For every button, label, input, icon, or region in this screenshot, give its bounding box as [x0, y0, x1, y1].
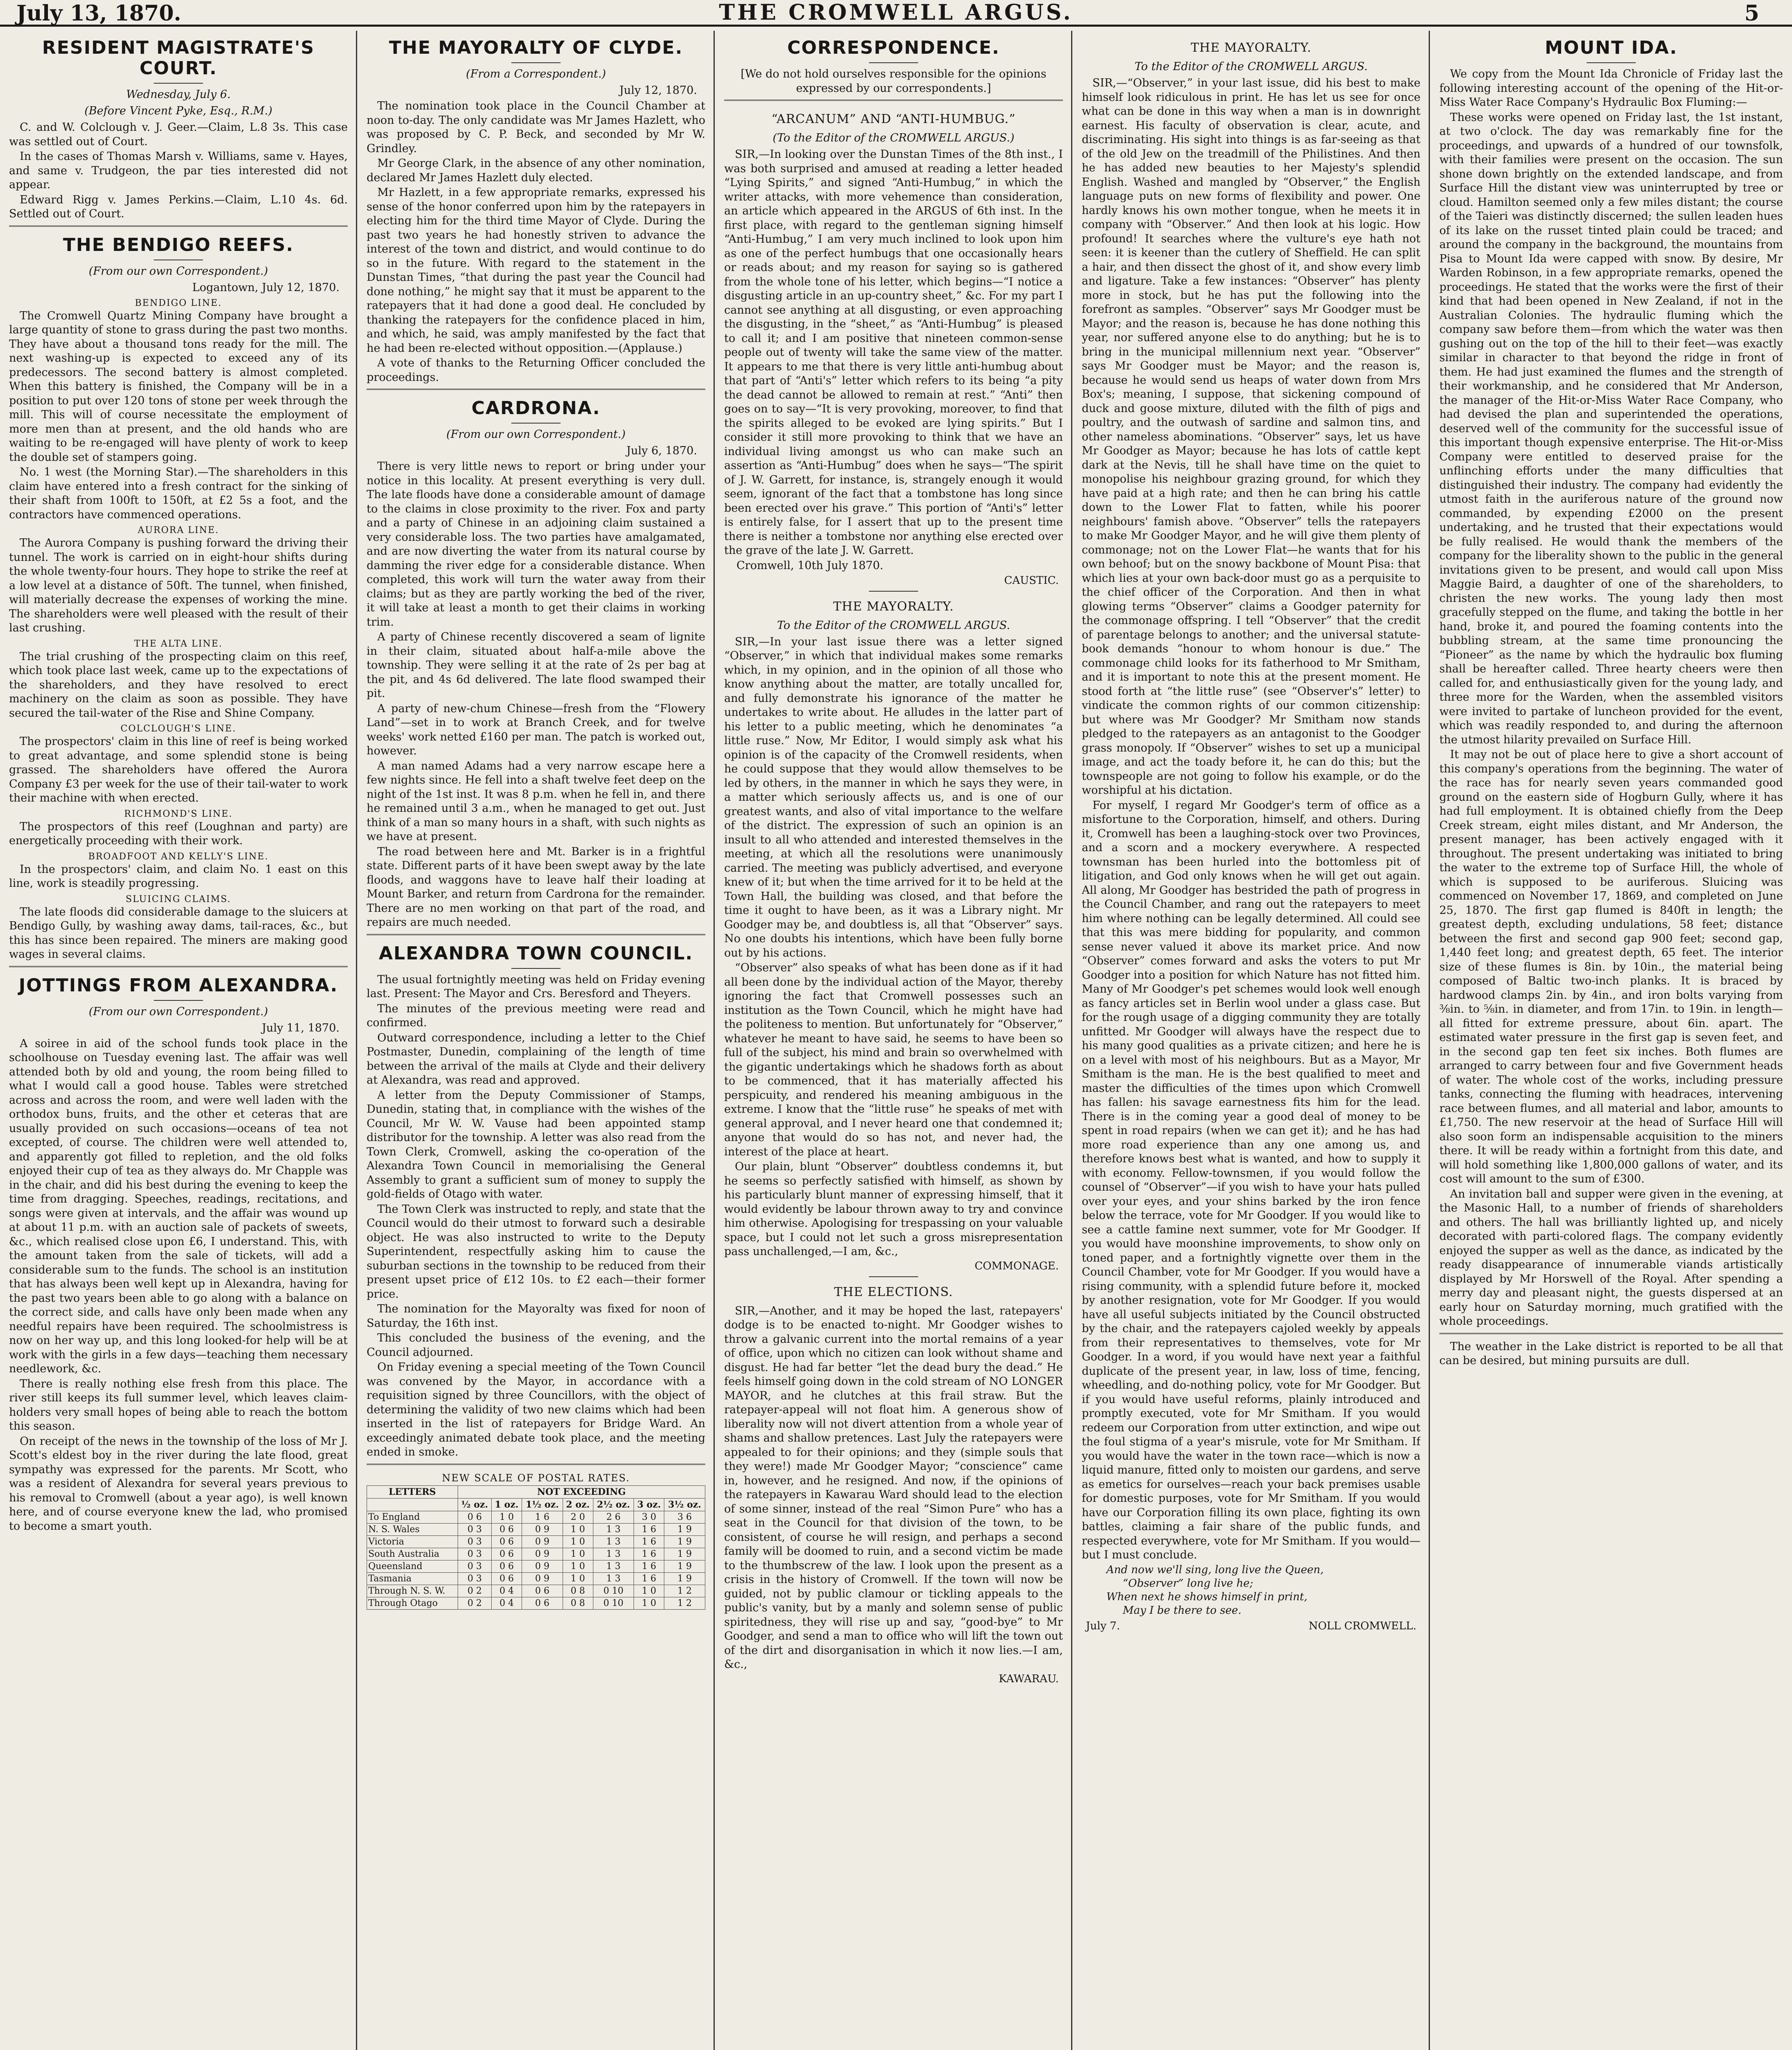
postal-rate: 0 3 — [458, 1560, 491, 1572]
verse-line: “Observer” long live he; — [1123, 1577, 1253, 1590]
paragraph: “Observer” also speaks of what has been done as if it had all been done by the individual action of the Mayor, thereby ignoring the fact that Cromwell possesses such an institution as the Town Council, which he might have had the politeness to mention. But unfortunately for “Observer,” whatever he meant to have said, he seems to have been so full of the subject, his mind and brain so overwhelmed with the gigantic undertakings which he shadows forth as about to be commenced, that it has materially affected his perspicuity, and rendered his meaning ambiguous in the extreme. I know that the “little ruse” he speaks of met with general approval, and I never heard one that condemned it; anyone that would do so has not, and never had, the interest of the place at heart. — [724, 961, 1063, 1158]
paragraph: It may not be out of place here to give a short account of this company's operations from the beginning. The water of the race has for nearly seven years commanded good ground on the eastern side of Hogburn Gully, where it has had full employment. It is obtained chiefly from the Deep Creek stream, eight miles distant, and Mr Anderson, the present manager, has been actively engaged with it throughout. The present undertaking was initiated to bring the water to the extreme top of Surface Hill, the whole of which is supposed to be auriferous. Sluicing was commenced on November 17, 1869, and completed on June 25, 1870. The first gap flumed is 840ft in length; the greatest depth, excluding undulations, 58 feet; distance between the first and second gap 900 feet; second gap, 1,440 feet long; and greatest depth, 65 feet. The interior size of these flumes is 8in. by 10in., the material being composed of Baltic two-inch planks. It is braced by hardwood clamps 2in. by 4in., and iron bolts varying from ⅜in. to ⅝in. in diameter, and from 17in. to 19in. in length—all fitted for extreme pressure, about 6in. apart. The estimated water pressure in the first gap is seven feet, and in the second gap ten feet six inches. Both flumes are arranged to carry between four and five Government heads of water. The whole cost of the works, including pressure tanks, connecting the fluming with headraces, intervening race between flumes, and all material and labor, amounts to £1,750. The new reservoir at the head of Surface Hill will also soon form an indispensable acquisition to the miners there. It will be ready within a fortnight from this date, and will hold something like 1,800,000 gallons of water, and its cost will amount to the sum of £300. — [1439, 748, 1783, 1185]
paragraph: The prospectors of this reef (Loughnan and party) are energetically proceeding with their work. — [9, 820, 348, 847]
divider — [9, 966, 348, 970]
separator — [154, 1000, 203, 1001]
paragraph: An invitation ball and supper were given in the evening, at the Masonic Hall, to a number of friends of shareholders and others. The hall was brilliantly lighted up, and nicely decorated with parti-colored flags. The company evidently enjoyed the supper as well as the dance, as indicated by the ready disappearance of innumerable viands artistically displayed by Mr Horswell of the Royal. After spending a merry day and pleasant night, the guests dispersed at an early hour on Saturday morning, much gratified with the whole proceedings. — [1439, 1187, 1783, 1328]
postal-rates-table — [367, 1485, 705, 1610]
postal-rate: 1 9 — [664, 1523, 705, 1535]
postal-rate: 0 9 — [522, 1523, 563, 1535]
postal-destination: Queensland — [367, 1560, 458, 1572]
correspondence-heading: CORRESPONDENCE. — [787, 37, 1000, 58]
postal-rate: 0 3 — [458, 1548, 491, 1560]
postal-destination: N. S. Wales — [367, 1523, 458, 1535]
editorial-disclaimer: [We do not hold ourselves responsible for the opinions expressed by our correspondents.] — [741, 68, 1046, 95]
subheading: BENDIGO LINE. — [135, 298, 222, 308]
paragraph: The nomination for the Mayoralty was fixed for noon of Saturday, the 16th inst. — [367, 1303, 705, 1330]
paragraph: A soiree in aid of the school funds took place in the schoolhouse on Tuesday evening last. The affair was well attended both by old and young, the room being filled to what I would call a good house. Tables were stretched across and across the room, and were well laden with the orthodox buns, fruits, and the other et ceteras that are usually provided on such occasions—oceans of tea not excepted, of course. The children were well attended to, and apparently got filled to repletion, and the old folks enjoyed their cup of tea as they always do. Mr Chapple was in the chair, and did his best during the evening to keep the time from dragging. Speeches, readings, recitations, and songs were given at intervals, and the affair was wound up at about 11 p.m. with an auction sale of packets of sweets, &c., which realised close upon £6, I understand. This, with the amount taken from the sale of tickets, will add a considerable sum to the funds. The school is an institution that has always been well kept up in Alexandra, having for the past two years been able to go along with a balance on the correct side, and calls have only been made when any needful repairs have been required. The schoolmistress is now on her way up, and this long looked-for help will be at work with the girls in a few days—teaching them necessary needlework, &c. — [9, 1037, 348, 1375]
postal-destination: To England — [367, 1511, 458, 1523]
paragraph: In the prospectors' claim, and claim No. 1 east on this line, work is steadily progressing. — [9, 863, 348, 890]
postal-rate: 1 9 — [664, 1548, 705, 1560]
postal-row — [367, 1535, 705, 1548]
postal-rate: 0 10 — [593, 1585, 634, 1597]
mayoralty-heading: THE MAYORALTY. — [1190, 41, 1312, 55]
column-2 — [367, 33, 705, 2050]
postal-weight-header: 2½ oz. — [593, 1498, 634, 1511]
dateline: Logantown, July 12, 1870. — [192, 281, 340, 294]
verse — [1082, 1563, 1420, 1617]
postal-rate: 0 9 — [522, 1535, 563, 1548]
dateline: July 6, 1870. — [626, 444, 697, 457]
letter-address: To the Editor of the CROMWELL ARGUS. — [1134, 60, 1368, 73]
postal-rate: 1 6 — [634, 1560, 664, 1572]
postal-rate: 1 6 — [634, 1535, 664, 1548]
postal-rate: 0 9 — [522, 1572, 563, 1585]
postal-rate: 1 9 — [664, 1535, 705, 1548]
postal-rate: 1 6 — [634, 1548, 664, 1560]
letter-address: (To the Editor of the CROMWELL ARGUS.) — [773, 132, 1015, 144]
byline: (From a Correspondent.) — [466, 68, 606, 80]
masthead — [0, 0, 1792, 27]
letter-footer — [1086, 1620, 1416, 1632]
postal-rate: 0 6 — [492, 1548, 522, 1560]
byline: (From our own Correspondent.) — [446, 428, 626, 441]
magistrate-before: (Before Vincent Pyke, Esq., R.M.) — [84, 105, 273, 117]
page-number: 5 — [1744, 1, 1759, 26]
postal-rate: 0 6 — [492, 1572, 522, 1585]
postal-rate: 1 0 — [563, 1560, 593, 1572]
postal-row — [367, 1597, 705, 1609]
divider — [367, 389, 705, 393]
divider — [367, 934, 705, 938]
postal-rate: 1 6 — [522, 1511, 563, 1523]
subheading: AURORA LINE. — [137, 525, 219, 535]
column-rule — [1429, 31, 1430, 2050]
separator — [1587, 62, 1636, 63]
byline: (From our own Correspondent.) — [89, 1005, 268, 1018]
postal-rate: 1 3 — [593, 1572, 634, 1585]
postal-row — [367, 1548, 705, 1560]
postal-rates-title: NEW SCALE OF POSTAL RATES. — [442, 1472, 630, 1484]
postal-header-blank — [367, 1498, 458, 1511]
byline: (From our own Correspondent.) — [89, 264, 268, 278]
paragraph: The Cromwell Quartz Mining Company have brought a large quantity of stone to grass during the past two months. They have about a thousand tons ready for the mill. The next washing-up is expected to exceed any of its predecessors. The second battery is almost completed. When this battery is finished, the Company will be in a position to put over 120 tons of stone per week through the mill. This will of course necessitate the employment of more men than at present, and the old hands who are waiting to be re-engaged will have plenty of work to keep the double set of stampers going. — [9, 309, 348, 464]
paragraph: Mr Hazlett, in a few appropriate remarks, expressed his sense of the honor conferred upon him by the ratepayers in electing him for the third time Mayor of Clyde. During the past two years he had honestly striven to advance the interest of the town and district, and would continue to do so in the future. With regard to the statement in the Dunstan Times, “that during the past year the Council had done nothing,” he might say that it must be apparent to the ratepayers that it had done a good deal. He concluded by thanking the ratepayers for the confidence placed in him, and which, he said, was amply manifested by the fact that he had been re-elected without opposition.—(Applause.) — [367, 186, 705, 355]
paragraph: A vote of thanks to the Returning Officer concluded the proceedings. — [367, 357, 705, 384]
paragraph: SIR,—“Observer,” in your last issue, did his best to make himself look ridiculous in print. He has let us see for once what can be done in this way when a man is in downright earnest. His faculty of observation is clear, acute, and discriminating. His sight into things is as far-seeing as that of the old Jew on the treadmill of the Philistines. And then he has added new beauties to her Majesty's splendid English. Washed and mangled by “Observer,” the English language puts on new forms of flexibility and power. One hardly knows his own mother tongue, when he meets it in company with “Observer.” And then look at his logic. How profound! It searches where the vulture's eye hath not seen: it is keener than the cutlery of Sheffield. He can split a hair, and then dissect the ghost of it, and show every limb and ligature. Take a few instances: “Observer” has plenty more in stock, but he has put the following into the forefront as samples. “Observer” says Mr Goodger must be Mayor; and the reason is, because he has done nothing this year, nor suffered anyone else to do anything; but he is to bring in the municipal millennium next year. “Observer” says Mr Goodger must be Mayor; and the reason is, because he would send us heaps of water down from Mrs Box's; meaning, I suppose, that sickening compound of duck and goose mixture, diluted with the filth of pigs and poultry, and the outwash of sardine and salmon tins, and other nameless abominations. “Observer” says, let us have Mr Goodger as Mayor; because he has lots of cattle kept dark at the Nevis, till he shall have time on the quiet to monopolise his neighbour grazing ground, for which they have paid at a high rate; and then he can bring his cattle down to the Lower Flat to fatten, while his poorer neighbours' famish above. “Observer” tells the ratepayers to make Mr Goodger Mayor, and he will give them plenty of commonage; not on the Lower Flat—he wants that for his own behoof; but on the snowy backbone of Mount Pisa: that which lies at your own back-door must go as a perquisite to the chief officer of the Corporation. And then in what glowing terms “Observer” claims a Goodger paternity for the commonage offspring. I tell “Observer” that the credit of parentage belongs to another; and the universal statute-book demands “honour to whom honour is due.” The commonage child looks for its fatherhood to Mr Smitham, and it is important to note this at the present moment. He stood forth at “the little ruse” (see “Observer's” letter) to vindicate the common rights of our common citizenship: but where was Mr Goodger? Mr Smitham now stands pledged to the ratepayers as an antagonist to the Goodger grass monopoly. If “Observer” wishes to set up a municipal image, and act the toady before it, he can do this; but the townspeople are not going to follow his example, or do the worshipful at his dictation. — [1082, 77, 1420, 797]
paragraph: These works were opened on Friday last, the 1st instant, at two o'clock. The day was remarkably fine for the proceedings, and upwards of a hundred of our townsfolk, with their families were present on the occasion. The sun shone down brightly on the extended landscape, and from Surface Hill the distant view was uninterrupted by tree or cloud. Hamilton seemed only a few miles distant; the course of the Taieri was distinctly discerned; the sullen leaden hues of its lake on the russet tinted plain could be traced; and around the company in the background, the mountains from Pisa to Mount Ida were capped with snow. By desire, Mr Warden Robinson, in a few appropriate remarks, opened the proceedings. He stated that the works were the first of their kind that had been opened in New Zealand, if not in the Australian Colonies. The hydraulic fluming which the company saw before them—from which the water was then gushing out on the top of the hill to their feet—was exactly similar in character to that beyond the ridge in front of them. He had just examined the flumes and the strength of their workmanship, and he considered that Mr Anderson, the manager of the Hit-or-Miss Water Race Company, who had devised the plan and superintended the operations, deserved well of the community for the successful issue of this important though expensive enterprise. The Hit-or-Miss Company were entitled to deserved praise for the unflinching efforts under the many difficulties that distinguished their industry. The company had evidently the utmost faith in the auriferous nature of the ground now commanded, by expending £2000 on the present undertaking, and he trusted that their expectations would be fully realised. He would thank the members of the company for the liberality shown to the public in the general invitations given to be present, and would call upon Miss Maggie Baird, a daughter of one of the shareholders, to christen the new works. The young lady then most gracefully stepped on the flume, and taking the bottle in her hand, broke it, and poured the foaming contents into the bubbling stream, at the same time pronouncing the “Pioneer” as the name by which the hydraulic box fluming shall be hereafter called. Three hearty cheers were then called for, and enthusiastically given for the young lady, and three more for the Warden, when the assembled visitors were invited to partake of luncheon provided for the event, which was readily responded to, and during the afternoon the utmost hilarity prevailed on Surface Hill. — [1439, 111, 1783, 746]
letter-place: Cromwell, 10th July 1870. — [736, 559, 884, 572]
postal-rate: 1 0 — [563, 1572, 593, 1585]
column-rule — [1071, 31, 1072, 2050]
paragraph: Our plain, blunt “Observer” doubtless condemns it, but he seems so perfectly satisfied with himself, as shown by his particularly blunt manner of expressing himself, that it would evidently be labour thrown away to try and convince him otherwise. Apologising for trespassing on your valuable space, but I could not let such a gross misrepresentation pass unchallenged,—I am, &c., — [724, 1160, 1063, 1258]
paragraph: A party of new-chum Chinese—fresh from the “Flowery Land”—set in to work at Branch Creek, and for twelve weeks' work netted £160 per man. The patch is worked out, however. — [367, 702, 705, 757]
mayoralty-letter-heading: THE MAYORALTY. — [833, 599, 954, 614]
column-1 — [9, 33, 348, 2050]
subheading: RICHMOND'S LINE. — [124, 809, 233, 819]
paragraph: Edward Rigg v. James Perkins.—Claim, L.10 4s. 6d. Settled out of Court. — [9, 193, 348, 220]
postal-caption: NOT EXCEEDING — [458, 1485, 705, 1498]
paragraph: A party of Chinese recently discovered a seam of lignite in their claim, situated about half-a-mile above the township. They were selling it at the rate of 2s per bag at the pit, and 4s 6d delivered. The late flood swamped their pit. — [367, 631, 705, 700]
paragraph: Mr George Clark, in the absence of any other nomination, declared Mr James Hazlett duly elected. — [367, 157, 705, 184]
postal-weight-header: 1 oz. — [492, 1498, 522, 1511]
postal-destination: Through Otago — [367, 1597, 458, 1609]
separator — [869, 1276, 918, 1277]
paragraph: Outward correspondence, including a letter to the Chief Postmaster, Dunedin, complaining of the length of time between the arrival of the mails at Clyde and their delivery at Alexandra, was read and approved. — [367, 1031, 705, 1086]
postal-rate: 1 9 — [664, 1572, 705, 1585]
dateline: July 11, 1870. — [262, 1021, 340, 1034]
jottings-heading: JOTTINGS FROM ALEXANDRA. — [18, 975, 338, 996]
separator — [511, 968, 561, 969]
subheading: THE ALTA LINE. — [134, 638, 223, 649]
postal-rate: 1 0 — [563, 1548, 593, 1560]
postal-rate: 0 8 — [563, 1597, 593, 1609]
separator — [511, 62, 561, 63]
letter-signature: KAWARAU. — [999, 1672, 1059, 1685]
postal-rate: 0 2 — [458, 1585, 491, 1597]
paragraph: The weather in the Lake district is reported to be all that can be desired, but mining pursuits are dull. — [1439, 1340, 1783, 1367]
postal-row — [367, 1523, 705, 1535]
paragraph: The Town Clerk was instructed to reply, and state that the Council would do their utmost to forward such a desirable object. He was also instructed to write to the Deputy Superintendent, respectfully asking him to cause the suburban sections in the township to be reduced from their present upset price of £12 10s. to £2 each—their former price. — [367, 1203, 705, 1301]
postal-destination: Tasmania — [367, 1572, 458, 1585]
postal-rate: 0 6 — [522, 1597, 563, 1609]
column-4 — [1082, 33, 1420, 2050]
clyde-mayoralty-heading: THE MAYORALTY OF CLYDE. — [389, 37, 683, 58]
postal-rate: 0 9 — [522, 1548, 563, 1560]
postal-rate: 0 4 — [492, 1597, 522, 1609]
postal-rate: 1 0 — [634, 1585, 664, 1597]
postal-weight-header: 2 oz. — [563, 1498, 593, 1511]
elections-heading: THE ELECTIONS. — [834, 1285, 953, 1299]
subheading: SLUICING CLAIMS. — [125, 894, 231, 904]
postal-weight-header: 1½ oz. — [522, 1498, 563, 1511]
letter-address: To the Editor of the CROMWELL ARGUS. — [777, 619, 1010, 632]
postal-rate: 1 0 — [492, 1511, 522, 1523]
paragraph: SIR,—In looking over the Dunstan Times of the 8th inst., I was both surprised and amused at reading a letter headed “Lying Spirits,” and signed “Anti-Humbug,” in which the writer attacks, with more vehemence than consideration, an article which appeared in the ARGUS of 6th inst. In the first place, with regard to the gentleman signing himself “Anti-Humbug,” I am very much inclined to look upon him as one of the perfect humbugs that one occasionally hears or reads about; and my reason for saying so is gathered from the whole tone of his letter, which begins—“I notice a disgusting article in an up-country sheet,” &c. For my part I cannot see anything at all disgusting, or even approaching the disgusting, in the “sheet,” as “Anti-Humbug” is pleased to call it; and I am positive that nineteen common-sense people out of twenty will take the same view of the matter. It appears to me that there is very little anti-humbug about that part of “Anti's” letter which refers to its being “a pity the dead cannot be allowed to remain at rest.” “Anti” then goes on to say—“It is very provoking, moreover, to find that the spirits alleged to be evoked are lying spirits.” But I consider it still more provoking to think that we have an individual living amongst us who can make such an assertion as “Anti-Humbug” does when he says—“The spirit of J. W. Garrett, for instance, is, strangely enough it would seem, ignorant of the fact that a tombstone has long since been erected over his grave.” This portion of “Anti's” letter is entirely false, for I assert that up to the present time there is neither a tombstone nor anything else erected over the grave of the late J. W. Garrett. — [724, 148, 1063, 557]
paragraph: A man named Adams had a very narrow escape here a few nights since. He fell into a shaft twelve feet deep on the night of the 1st inst. It was 8 p.m. when he fell in, and there he remained until 3 a.m., when he managed to get out. Just think of a man so many hours in a shaft, with such nights as we have at present. — [367, 759, 705, 843]
divider — [1439, 1333, 1783, 1337]
postal-rate: 3 6 — [664, 1511, 705, 1523]
issue-date: July 13, 1870. — [16, 1, 181, 26]
paragraph: On Friday evening a special meeting of the Town Council was convened by the Mayor, in accordance with a requisition signed by three Councillors, with the object of determining the validity of two new claims which had been inserted in the list of ratepayers for Bridge Ward. An exceedingly animated debate took place, and the meeting ended in smoke. — [367, 1361, 705, 1458]
subheading: COLCLOUGH'S LINE. — [121, 724, 236, 734]
letter-signature: NOLL CROMWELL. — [1309, 1620, 1416, 1632]
postal-rate: 1 0 — [563, 1535, 593, 1548]
letter-signature: CAUSTIC. — [1004, 574, 1059, 587]
postal-rates-body — [367, 1511, 705, 1609]
postal-rate: 0 3 — [458, 1535, 491, 1548]
postal-destination: Through N. S. W. — [367, 1585, 458, 1597]
paragraph: The prospectors' claim in this line of reef is being worked to great advantage, and some splendid stone is being grassed. The shareholders have offered the Aurora Company £3 per week for the use of their tail-water to work their machine with when erected. — [9, 735, 348, 804]
paragraph: SIR,—Another, and it may be hoped the last, ratepayers' dodge is to be enacted to-night. Mr Goodger wishes to throw a galvanic current into the mortal remains of a year of office, upon which no citizen can look without shame and disgust. He had far better “let the dead bury the dead.” He feels himself going down in the cold stream of NO LONGER MAYOR, and he clutches at this frail straw. But the ratepayer-appeal will not float him. A generous show of liberality now will not divert attention from a whole year of shams and shallow pretences. Last July the ratepayers were appealed to for their opinions; and they (simple souls that they were!) made Mr Goodger Mayor; “conscience” came in, however, and he resigned. And now, if the opinions of the ratepayers in Kawarau Ward should lead to the election of some sinner, instead of the real “Simon Pure” who has a seat in the Council for that division of the town, to be consistent, of course he will resign, and perhaps a second family will be doomed to ruin, and a second victim be made to the thumbscrew of the law. I look upon the present as a crisis in the history of Cromwell. If the town will now be guided, not by public clamour or tickling appeals to the public's vanity, but by a manly and solemn sense of public spiritedness, they will rise up and say, “good-bye” to Mr Goodger, and send a man to office who will lift the town out of the dirt and disorganisation in which it now lies.—I am, &c., — [724, 1304, 1063, 1671]
paragraph: The usual fortnightly meeting was held on Friday evening last. Present: The Mayor and Crs. Beresford and Theyers. — [367, 973, 705, 1000]
separator — [154, 83, 203, 84]
postal-rate: 1 9 — [664, 1560, 705, 1572]
postal-rate: 1 0 — [563, 1523, 593, 1535]
newspaper-title: THE CROMWELL ARGUS. — [719, 0, 1073, 25]
paragraph: The late floods did considerable damage to the sluicers at Bendigo Gully, by washing away dams, tail-races, &c., but this has since been repaired. The miners are making good wages in several claims. — [9, 905, 348, 961]
paragraph: A letter from the Deputy Commissioner of Stamps, Dunedin, stating that, in compliance with the wishes of the Council, Mr W. W. Vause had been appointed stamp distributor for the township. A letter was also read from the Town Clerk, Cromwell, asking the co-operation of the Alexandra Town Council in memorialising the General Assembly to grant a sufficient sum of money to supply the gold-fields of Otago with water. — [367, 1089, 705, 1200]
paragraph: We copy from the Mount Ida Chronicle of Friday last the following interesting account of the opening of the Hit-or-Miss Water Race Company's Hydraulic Box Fluming:— — [1439, 68, 1783, 109]
paragraph: The road between here and Mt. Barker is in a frightful state. Different parts of it have been swept away by the late floods, and waggons have to leave half their loading at Mount Barker, and return from Cardrona for the remainder. There are no men working on that part of the road, and repairs are much needed. — [367, 845, 705, 929]
postal-rate: 3 0 — [634, 1511, 664, 1523]
verse-line: When next he shows himself in print, — [1106, 1590, 1308, 1603]
postal-rate: 0 10 — [593, 1597, 634, 1609]
postal-rate: 0 6 — [522, 1585, 563, 1597]
postal-rate: 1 3 — [593, 1548, 634, 1560]
postal-rate: 1 6 — [634, 1572, 664, 1585]
council-heading: ALEXANDRA TOWN COUNCIL. — [378, 943, 693, 964]
mount-ida-heading: MOUNT IDA. — [1545, 37, 1678, 58]
column-3 — [724, 33, 1063, 2050]
postal-rate: 1 3 — [593, 1523, 634, 1535]
postal-weight-header: ½ oz. — [458, 1498, 491, 1511]
verse-line: May I be there to see. — [1123, 1604, 1242, 1617]
postal-rate: 0 9 — [522, 1560, 563, 1572]
postal-dest-header: LETTERS — [367, 1485, 458, 1498]
postal-rate: 1 3 — [593, 1535, 634, 1548]
postal-row — [367, 1572, 705, 1585]
arcanum-heading: “ARCANUM” AND “ANTI-HUMBUG.” — [771, 112, 1016, 126]
postal-rate: 1 0 — [634, 1597, 664, 1609]
paragraph: In the cases of Thomas Marsh v. Williams, same v. Hayes, and same v. Trudgeon, the par ties interested did not appear. — [9, 150, 348, 191]
postal-rate: 0 8 — [563, 1585, 593, 1597]
postal-rate: 1 2 — [664, 1597, 705, 1609]
paragraph: The Aurora Company is pushing forward the driving their tunnel. The work is carried on in eight-hour shifts during the whole twenty-four hours. They hope to strike the reef at a low level at a distance of 50ft. The tunnel, when finished, will materially decrease the expenses of working the mine. The shareholders were well pleased with the result of their last crushing. — [9, 537, 348, 634]
postal-rate: 1 3 — [593, 1560, 634, 1572]
paragraph: C. and W. Colclough v. J. Geer.—Claim, L.8 3s. This case was settled out of Court. — [9, 121, 348, 148]
postal-rate: 0 6 — [458, 1511, 491, 1523]
postal-row — [367, 1585, 705, 1597]
postal-rate: 1 2 — [664, 1585, 705, 1597]
separator — [869, 591, 918, 592]
postal-rate: 2 6 — [593, 1511, 634, 1523]
postal-row — [367, 1511, 705, 1523]
magistrate-heading: RESIDENT MAGISTRATE'S COURT. — [42, 37, 315, 79]
letter-signature: COMMONAGE. — [974, 1260, 1059, 1272]
subheading: BROADFOOT AND KELLY'S LINE. — [88, 851, 269, 862]
separator — [511, 423, 561, 424]
column-rule — [714, 31, 715, 2050]
reefs-heading: THE BENDIGO REEFS. — [63, 234, 294, 255]
paragraph: No. 1 west (the Morning Star).—The shareholders in this claim have entered into a fresh contract for the sinking of their shaft from 100ft to 150ft, at £2 5s a foot, and the contractors have commenced operations. — [9, 466, 348, 521]
postal-destination: South Australia — [367, 1548, 458, 1560]
paragraph: The trial crushing of the prospecting claim on this reef, which took place last week, came up to the expectations of the shareholders, and they have resolved to erect machinery on the claim as soon as possible. They have secured the tail-water of the Rise and Shine Company. — [9, 650, 348, 720]
divider — [9, 226, 348, 230]
column-rule — [356, 31, 357, 2050]
paragraph: The minutes of the previous meeting were read and confirmed. — [367, 1002, 705, 1029]
separator — [869, 62, 918, 63]
paragraph: There is really nothing else fresh from this place. The river still keeps its full summer level, which leaves claim-holders very small hopes of being able to reach the bottom this season. — [9, 1377, 348, 1433]
dateline: Wednesday, July 6. — [126, 88, 231, 101]
paragraph: There is very little news to report or bring under your notice in this locality. At present everything is very dull. The late floods have done a considerable amount of damage to the claims in close proximity to the river. Fox and party and a party of Chinese in an adjoining claim sustained a very considerable loss. The two parties have amalgamated, and are now diverting the water from its natural course by damming the river edge for a considerable distance. When completed, this work will turn the water away from their claims; but as they are partly working the bed of the river, it will take at least a month to get their claims in working trim. — [367, 460, 705, 629]
postal-rate: 0 3 — [458, 1523, 491, 1535]
postal-weight-header: 3 oz. — [634, 1498, 664, 1511]
postal-rate: 0 3 — [458, 1572, 491, 1585]
paragraph: For myself, I regard Mr Goodger's term of office as a misfortune to the Corporation, himself, and others. During it, Cromwell has been a laughing-stock over two Provinces, and a scorn and a mockery everywhere. A respected townsman has been hurled into the bottomless pit of litigation, and God only knows when he will get out again. All along, Mr Goodger has bestrided the path of progress in the Council Chamber, and rang out the ratepayers to meet him where nothing can be legally determined. All could see that this was mere bidding for popularity, and common sense never valued it above its market price. And now “Observer” comes forward and asks the voters to put Mr Goodger into a position for which Nature has not fitted him. Many of Mr Goodger's pet schemes would look well enough as fancy articles set in Berlin wool under a glass case. But for the rough usage of a digging community they are totally unfitted. Mr Goodger will always have the respect due to his many good qualities as a private citizen; and here he is on a level with most of his neighbours. But as a Mayor, Mr Smitham is the man. He is the best qualified to meet and master the difficulties of the times upon which Cromwell has fallen: his savage earnestness fits him for the lead. There is in the coming year a good deal of money to be spent in road repairs (when we can get it); and he has had more road experience than any one among us, and therefore knows best what is wanted, and how to supply it with economy. Fellow-townsmen, if you would follow the counsel of “Observer”—if you wish to have your hats pulled over your eyes, and your shins barked by the iron fence below the terrace, vote for Mr Goodger. If you would like to see a cattle famine next summer, vote for Mr Goodger. If you would have moonshine improvements, to show only on toned paper, and a fortnightly vignette over them in the Council Chamber, vote for Mr Goodger. If you would have a rising community, with a splendid future before it, mocked by another resignation, vote for Mr Goodger. If you would have all useful subjects initiated by the Council obstructed by the chair, and the ratepayers cajoled weekly by appeals from their representatives to themselves, vote for Mr Goodger. In a word, if you would have next year a faithful duplicate of the present year, in law, loss of time, fencing, wheedling, and do-nothing policy, vote for Mr Goodger. But if you would have useful reforms, plainly introduced and promptly executed, vote for Mr Smitham. If you would redeem our Corporation from utter extinction, and wipe out the foul stigma of a year's misrule, vote for Mr Smitham. If you would have the water in the town race—which is now a liquid manure, fitted only to moisten our gardens, and serve as emetics for ourselves—reach your back premises usable for domestic purposes, vote for Mr Smitham. If you would have our Corporation filling its own place, fighting its own battles, claiming a fair share of the public funds, and respected everywhere, vote for Mr Smitham. If you would—but I must conclude. — [1082, 799, 1420, 1561]
dateline: July 12, 1870. — [619, 84, 697, 97]
postal-rate: 2 0 — [563, 1511, 593, 1523]
postal-rate: 0 6 — [492, 1560, 522, 1572]
paragraph: SIR,—In your last issue there was a letter signed “Observer,” in which that individual makes some remarks which, in my opinion, and in the opinion of all those who know anything about the matter, are totally uncalled for, and fully demonstrate his ignorance of the matter he undertakes to write about. He alludes in the latter part of his letter to a public meeting, which he denominates “a little ruse.” Now, Mr Editor, I would simply ask what his opinion is of the capacity of the Cromwell residents, when he could suppose that they would allow themselves to be led by others, in the manner in which he says they were, in a matter which seriously affects us, and is one of our greatest wants, and also of vital importance to the welfare of the district. The expression of such an opinion is an insult to all who attended and interested themselves in the meeting, at which all the resolutions were unanimously carried. The meeting was publicly advertised, and everyone knew of it; but when the time arrived for it to be held at the Town Hall, the building was closed, and that before the time it ought to have been, as it was a Library night. Mr Goodger may be, and doubtless is, all that “Observer” says. No one doubts his intentions, which have been fully borne out by his actions. — [724, 635, 1063, 959]
postal-rate: 0 6 — [492, 1535, 522, 1548]
postal-rate: 0 2 — [458, 1597, 491, 1609]
postal-weight-header: 3½ oz. — [664, 1498, 705, 1511]
paragraph: On receipt of the news in the township of the loss of Mr J. Scott's eldest boy in the river during the late flood, great sympathy was expressed for the parents. Mr Scott, who was a resident of Alexandra for several years previous to his removal to Cromwell (about a year ago), is well known here, and of course everyone knew the lad, who promised to become a smart youth. — [9, 1435, 348, 1533]
postal-rate: 0 6 — [492, 1523, 522, 1535]
postal-rate: 1 6 — [634, 1523, 664, 1535]
divider — [367, 1464, 705, 1468]
paragraph: This concluded the business of the evening, and the Council adjourned. — [367, 1332, 705, 1359]
postal-rate: 0 4 — [492, 1585, 522, 1597]
divider — [724, 100, 1063, 104]
postal-destination: Victoria — [367, 1535, 458, 1548]
verse-line: And now we'll sing, long live the Queen, — [1106, 1563, 1324, 1576]
cardrona-heading: CARDRONA. — [471, 398, 601, 419]
column-5 — [1439, 33, 1783, 2050]
letter-date: July 7. — [1086, 1620, 1120, 1632]
postal-row — [367, 1560, 705, 1572]
paragraph: The nomination took place in the Council Chamber at noon to-day. The only candidate was Mr James Hazlett, who was proposed by C. P. Beck, and seconded by Mr W. Grindley. — [367, 100, 705, 155]
